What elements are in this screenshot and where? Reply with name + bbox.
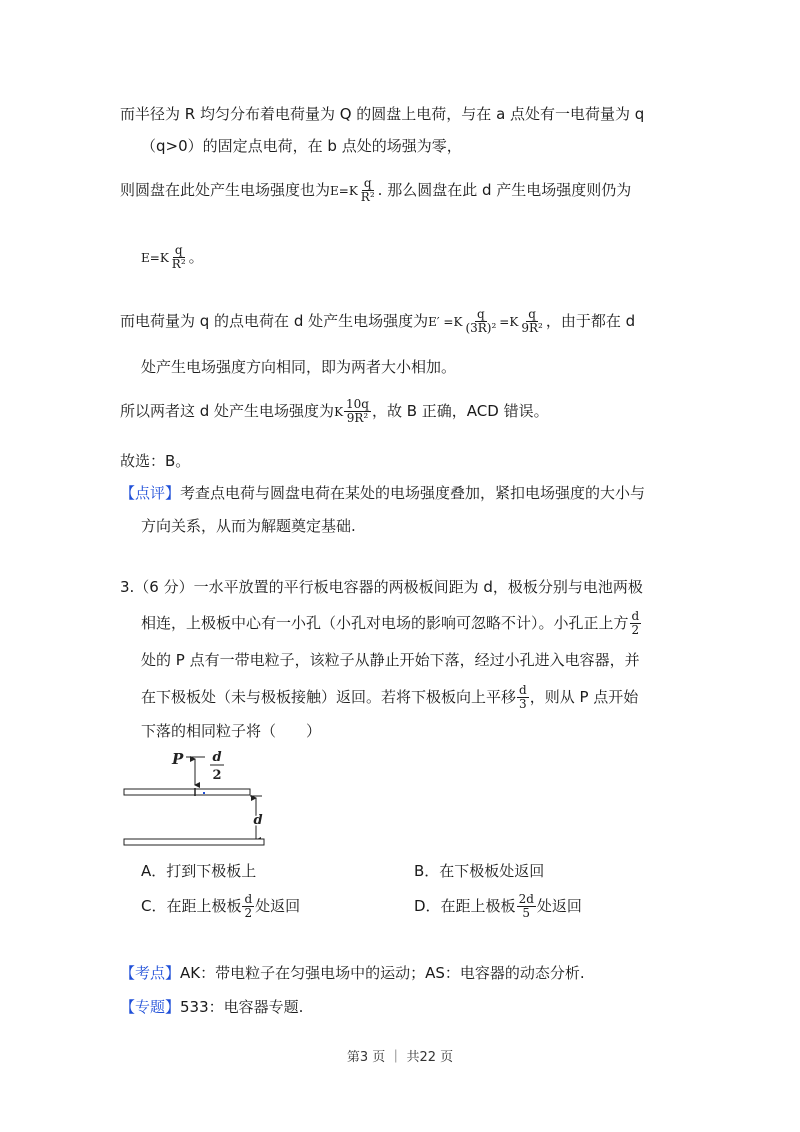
lower-plate bbox=[124, 839, 264, 845]
fraction-numerator: q bbox=[363, 176, 372, 190]
fraction-denominator: 3 bbox=[519, 697, 527, 711]
formula-k: K bbox=[334, 405, 344, 419]
question-line-2 bbox=[141, 610, 642, 637]
fraction-denominator: 9R² bbox=[346, 411, 369, 425]
answer-line: 故选：B。 bbox=[120, 452, 191, 470]
formula-equals-k: =K bbox=[499, 315, 519, 329]
solution-line-7 bbox=[120, 398, 549, 425]
option-a[interactable]: A．打到下极板上 bbox=[141, 862, 257, 880]
question-line-4 bbox=[141, 684, 638, 711]
zhuanti-text: 533：电容器专题. bbox=[180, 998, 304, 1016]
solution-line-4 bbox=[141, 244, 204, 271]
comment-line-2: 方向关系，从而为解题奠定基础. bbox=[141, 517, 356, 535]
half-d-numerator: d bbox=[212, 750, 222, 765]
formula-e-lhs: E=K bbox=[330, 184, 358, 198]
fraction-d-over-2 bbox=[630, 610, 642, 637]
comment-text-1: 考查点电荷与圆盘电荷在某处的电场强度叠加，紧扣电场强度的大小与 bbox=[180, 484, 646, 502]
fraction-numerator: d bbox=[631, 609, 640, 623]
fraction-q-over-r2 bbox=[359, 177, 377, 204]
solution-line-7-tail: ，故 B 正确，ACD 错误。 bbox=[371, 402, 549, 420]
solution-line-1: 而半径为 R 均匀分布着电荷量为 Q 的圆盘上电荷，与在 a 点处有一电荷量为 q bbox=[120, 105, 645, 123]
solution-line-3-text: 则圆盘在此处产生电场强度也为 bbox=[120, 181, 331, 199]
formula-e-lhs: E=K bbox=[141, 251, 169, 265]
question-line-4-text: 在下极板处（未与极板接触）返回。若将下极板向上平移 bbox=[141, 688, 517, 706]
formula-e-prime-lhs: E′ =K bbox=[428, 315, 463, 329]
option-d[interactable] bbox=[414, 893, 582, 920]
fraction-numerator: 2d bbox=[518, 892, 534, 906]
gap-d-label: d bbox=[253, 813, 263, 828]
question-line-4-tail: ，则从 P 点开始 bbox=[529, 688, 639, 706]
zhuanti-line bbox=[120, 997, 303, 1017]
capacitor-diagram bbox=[120, 742, 280, 852]
option-d-text: D．在距上极板 bbox=[414, 897, 516, 915]
fraction-denominator: 2 bbox=[631, 623, 640, 637]
option-d-tail: 处返回 bbox=[536, 897, 582, 915]
fraction-q-over-r2 bbox=[170, 244, 188, 271]
fraction-numerator: d bbox=[519, 683, 527, 697]
solution-line-5-tail: ，由于都在 d bbox=[545, 312, 636, 330]
fraction-denominator: 5 bbox=[522, 906, 531, 920]
fraction-numerator: q bbox=[174, 243, 183, 257]
kaodian-tag: 【考点】 bbox=[120, 964, 181, 982]
half-d-denominator: 2 bbox=[212, 768, 222, 783]
fraction-numerator: q bbox=[477, 307, 485, 321]
option-b[interactable]: B．在下极板处返回 bbox=[414, 862, 545, 880]
question-line-5: 下落的相同粒子将（ ） bbox=[141, 722, 322, 740]
zhuanti-tag: 【专题】 bbox=[120, 998, 181, 1016]
solution-line-4-tail: 。 bbox=[188, 248, 204, 266]
solution-line-3-tail: . 那么圆盘在此 d 产生电场强度则仍为 bbox=[377, 181, 632, 199]
fraction-2d-over-5 bbox=[517, 893, 536, 920]
fraction-q-over-3r2 bbox=[463, 308, 498, 335]
question-line-2-text: 相连，上极板中心有一小孔（小孔对电场的影响可忽略不计）。小孔正上方 bbox=[141, 614, 629, 632]
page-footer: 第3 页 ｜ 共22 页 bbox=[346, 1050, 454, 1065]
fraction-10q-over-9r2 bbox=[344, 398, 371, 425]
comment-tag: 【点评】 bbox=[120, 484, 181, 502]
question-line-1: 3.（6 分）一水平放置的平行板电容器的两极板间距为 d，极板分别与电池两极 bbox=[120, 578, 643, 596]
fraction-denominator: (3R)² bbox=[465, 321, 497, 335]
fraction-denominator: 9R² bbox=[521, 321, 543, 335]
fraction-numerator: d bbox=[244, 892, 253, 906]
solution-line-7-text: 所以两者这 d 处产生电场强度为 bbox=[120, 402, 335, 420]
kaodian-line bbox=[120, 963, 585, 983]
option-c[interactable] bbox=[141, 893, 300, 920]
option-c-text: C．在距上极板 bbox=[141, 897, 242, 915]
question-line-3: 处的 P 点有一带电粒子，该粒子从静止开始下落，经过小孔进入电容器，并 bbox=[141, 651, 640, 669]
point-p-label: P bbox=[172, 750, 184, 768]
fraction-denominator: R² bbox=[171, 257, 186, 271]
upper-plate bbox=[124, 789, 250, 795]
fraction-q-over-9r2 bbox=[519, 308, 544, 335]
option-c-tail: 处返回 bbox=[255, 897, 301, 915]
solution-line-3 bbox=[120, 177, 631, 204]
fraction-numerator: q bbox=[528, 307, 536, 321]
solution-line-6: 处产生电场强度方向相同，即为两者大小相加。 bbox=[141, 358, 457, 376]
fraction-numerator: 10q bbox=[346, 397, 369, 411]
solution-line-2: （q>0）的固定点电荷，在 b 点处的场强为零， bbox=[141, 137, 462, 155]
fraction-denominator: 2 bbox=[244, 906, 253, 920]
comment-line-1 bbox=[120, 483, 645, 503]
solution-line-5-text: 而电荷量为 q 的点电荷在 d 处产生电场强度为 bbox=[120, 312, 429, 330]
fraction-denominator: R² bbox=[360, 190, 375, 204]
fraction-d-over-3 bbox=[517, 684, 529, 711]
solution-line-5 bbox=[120, 308, 635, 335]
fraction-d-over-2 bbox=[242, 893, 254, 920]
kaodian-text: AK：带电粒子在匀强电场中的运动；AS：电容器的动态分析. bbox=[180, 964, 585, 982]
